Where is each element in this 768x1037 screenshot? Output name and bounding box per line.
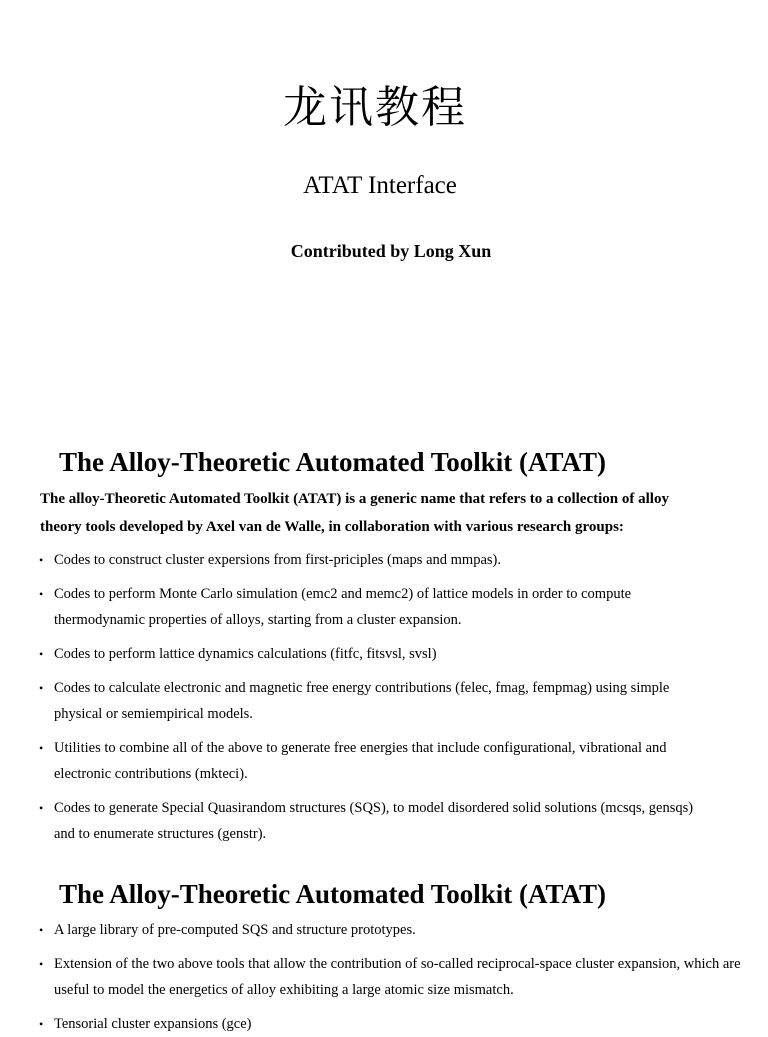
list-item-text: Codes to perform lattice dynamics calculations (fitfc, fitsvsl, svsl) — [54, 646, 437, 662]
section-heading-atat: The Alloy-Theoretic Automated Toolkit (ATAT) — [59, 447, 607, 477]
list-item-text: Codes to generate Special Quasirandom structures (SQS), to model disordered solid solutions (mcsqs, gensqs) — [54, 800, 694, 816]
list-item — [0, 1011, 768, 1037]
intro-line-2: theory tools developed by Axel van de Walle, in collaboration with various research groups: — [40, 519, 624, 535]
list-item — [0, 735, 768, 787]
list-item-text: physical or semiempirical models. — [54, 706, 253, 722]
bullet-icon: • — [39, 923, 44, 937]
list-item — [0, 581, 768, 633]
atat-codes-list — [0, 547, 768, 847]
list-item-text: Utilities to combine all of the above to generate free energies that include configurational, vibrational and — [54, 740, 667, 756]
bullet-icon: • — [39, 553, 44, 567]
list-item — [0, 547, 768, 573]
list-item-text: Codes to perform Monte Carlo simulation (emc2 and memc2) of lattice models in order to compute — [54, 586, 632, 602]
bullet-icon: • — [39, 957, 44, 971]
bullet-icon: • — [39, 647, 44, 661]
intro-line-1: The alloy-Theoretic Automated Toolkit (ATAT) is a generic name that refers to a collection of alloy — [40, 491, 669, 507]
list-item — [0, 917, 768, 943]
slide-title: 龙讯教程 — [283, 82, 467, 133]
list-item — [0, 641, 768, 667]
list-item-text: electronic contributions (mkteci). — [54, 766, 248, 782]
list-item-text: useful to model the energetics of alloy exhibiting a large atomic size mismatch. — [54, 982, 514, 998]
list-item-text: A large library of pre-computed SQS and structure prototypes. — [54, 922, 416, 938]
bullet-icon: • — [39, 1017, 44, 1031]
list-item — [0, 951, 768, 1003]
bullet-icon: • — [39, 741, 44, 755]
contributor-line: Contributed by Long Xun — [290, 241, 492, 261]
list-item-text: Codes to calculate electronic and magnetic free energy contributions (felec, fmag, fempmag) using simple — [54, 680, 670, 696]
section-heading-atat-2: The Alloy-Theoretic Automated Toolkit (ATAT) — [59, 879, 607, 909]
bullet-icon: • — [39, 801, 44, 815]
list-item — [0, 795, 768, 847]
list-item-text: and to enumerate structures (genstr). — [54, 826, 267, 842]
bullet-icon: • — [39, 681, 44, 695]
list-item-text: Codes to construct cluster expersions from first-priciples (maps and mmpas). — [54, 552, 501, 568]
list-item — [0, 675, 768, 727]
list-item-text: Tensorial cluster expansions (gce) — [54, 1016, 252, 1032]
bullet-icon: • — [39, 587, 44, 601]
atat-extras-list — [0, 917, 768, 1037]
intro-paragraph — [40, 485, 740, 541]
list-item-text: Extension of the two above tools that allow the contribution of so-called reciprocal-space cluster expansion, which are — [54, 956, 741, 972]
slide-subtitle: ATAT Interface — [303, 172, 457, 199]
list-item-text: thermodynamic properties of alloys, starting from a cluster expansion. — [54, 612, 462, 628]
